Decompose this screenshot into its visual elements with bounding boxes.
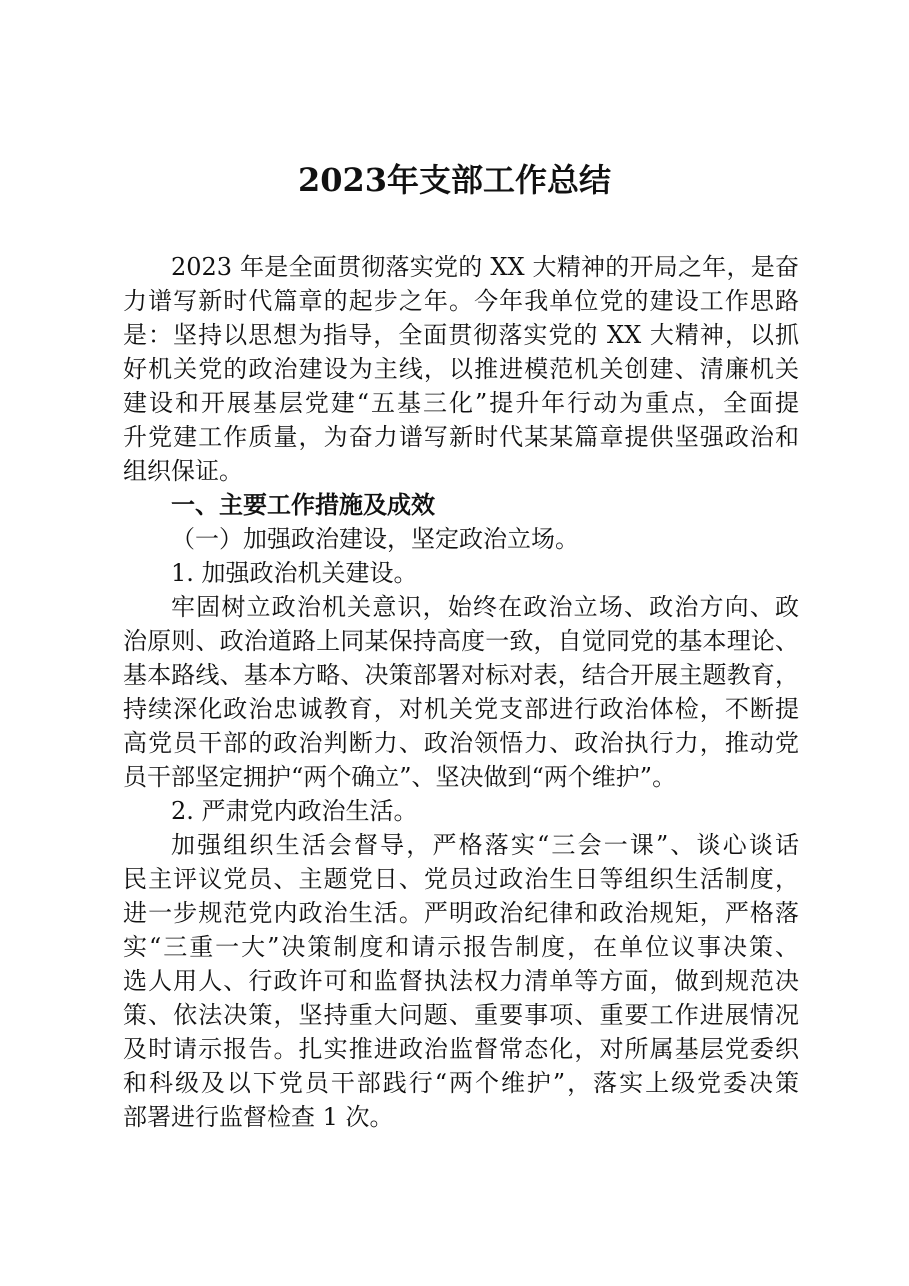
paragraph-line: 基本路线、基本方略、决策部署对标对表，结合开展主题教育， <box>123 661 799 689</box>
intro-line: 力谱写新时代篇章的起步之年。今年我单位党的建设工作思路 <box>123 287 799 315</box>
section-heading: 一、主要工作措施及成效 <box>171 491 435 519</box>
paragraph-line: 牢固树立政治机关意识，始终在政治立场、政治方向、政 <box>171 593 799 621</box>
paragraph-line: 持续深化政治忠诚教育，对机关党支部进行政治体检，不断提 <box>123 695 799 723</box>
paragraph-line: 高党员干部的政治判断力、政治领悟力、政治执行力，推动党 <box>123 729 799 757</box>
item-heading: 1. 加强政治机关建设。 <box>171 559 418 587</box>
paragraph-line: 实“三重一大”决策制度和请示报告制度，在单位议事决策、 <box>123 933 799 961</box>
intro-line: 建设和开展基层党建“五基三化”提升年行动为重点，全面提 <box>123 389 799 417</box>
item-heading: 2. 严肃党内政治生活。 <box>171 797 418 825</box>
intro-line: 2023 年是全面贯彻落实党的 XX 大精神的开局之年，是奋 <box>171 253 799 281</box>
paragraph-line: 治原则、政治道路上同某保持高度一致，自觉同党的基本理论、 <box>123 627 799 655</box>
paragraph-line: 部署进行监督检查 1 次。 <box>123 1103 394 1131</box>
intro-line: 升党建工作质量，为奋力谱写新时代某某篇章提供坚强政治和 <box>123 423 799 451</box>
paragraph-line: 员干部坚定拥护“两个确立”、坚决做到“两个维护”。 <box>123 763 677 791</box>
document-body <box>123 250 799 1134</box>
paragraph-line: 及时请示报告。扎实推进政治监督常态化，对所属基层党委织 <box>123 1035 799 1063</box>
paragraph-line: 进一步规范党内政治生活。严明政治纪律和政治规矩，严格落 <box>123 899 799 927</box>
document-title: 2023年支部工作总结 <box>297 161 612 199</box>
paragraph-line: 加强组织生活会督导，严格落实“三会一课”、谈心谈话 <box>171 831 799 859</box>
subsection-heading: （一）加强政治建设，坚定政治立场。 <box>171 525 579 553</box>
paragraph-line: 选人用人、行政许可和监督执法权力清单等方面，做到规范决 <box>123 967 799 995</box>
intro-line: 是：坚持以思想为指导，全面贯彻落实党的 XX 大精神，以抓 <box>123 321 799 349</box>
intro-line: 好机关党的政治建设为主线，以推进模范机关创建、清廉机关 <box>123 355 799 383</box>
paragraph-line: 策、依法决策，坚持重大问题、重要事项、重要工作进展情况 <box>123 1001 799 1029</box>
intro-line: 组织保证。 <box>123 457 243 485</box>
paragraph-line: 和科级及以下党员干部践行“两个维护”，落实上级党委决策 <box>123 1069 799 1097</box>
paragraph-line: 民主评议党员、主题党日、党员过政治生日等组织生活制度， <box>123 865 799 893</box>
